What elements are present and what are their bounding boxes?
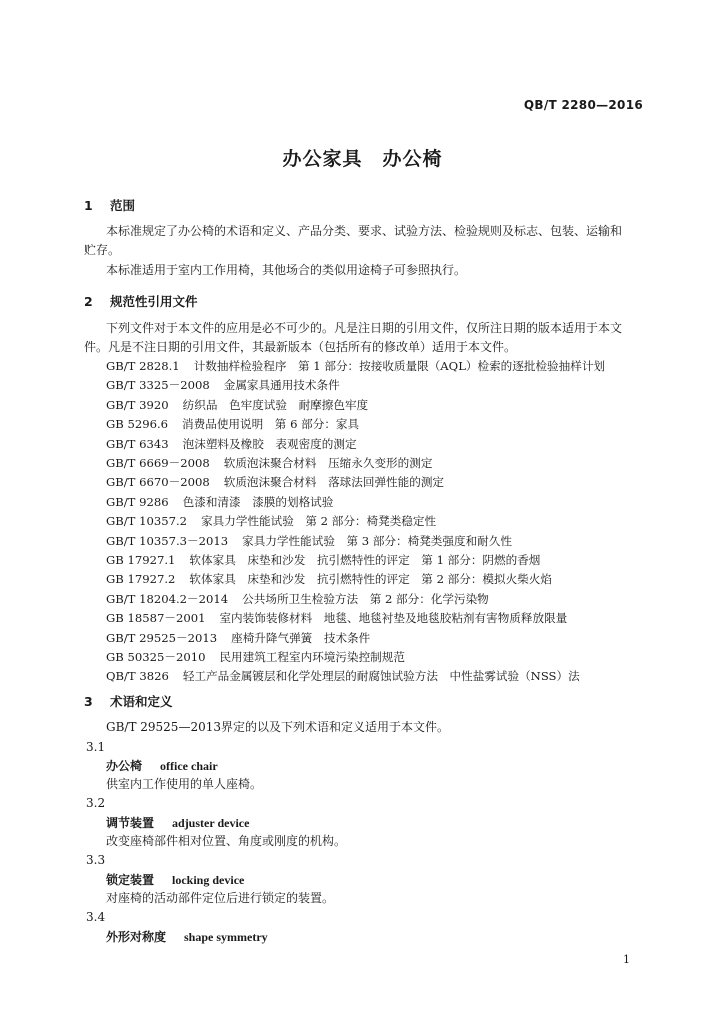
term-number: 3.2 — [86, 796, 106, 810]
reference-item — [106, 668, 580, 684]
reference-title: 泡沫塑料及橡胶 表观密度的测定 — [182, 437, 357, 451]
reference-code: QB/T 3826 — [106, 669, 169, 683]
reference-item — [106, 630, 370, 646]
reference-item — [106, 474, 444, 490]
section-number: 1 — [84, 198, 93, 213]
reference-code: GB 18587－2001 — [106, 611, 206, 625]
term-en: locking device — [172, 873, 245, 887]
reference-code: GB 50325－2010 — [106, 650, 206, 664]
reference-title: 纺织品 色牢度试验 耐摩擦色牢度 — [182, 398, 369, 412]
reference-title: 软质泡沫聚合材料 落球法回弹性能的测定 — [223, 475, 445, 489]
reference-item — [106, 610, 567, 626]
reference-title: 色漆和清漆 漆膜的划格试验 — [182, 495, 334, 509]
reference-title: 座椅升降气弹簧 技术条件 — [231, 631, 371, 645]
reference-title: 家具力学性能试验 第 2 部分：椅凳类稳定性 — [201, 514, 437, 528]
section-1-heading — [84, 196, 135, 214]
reference-item — [106, 416, 359, 432]
term-number: 3.4 — [86, 910, 106, 924]
paragraph: 本标准适用于室内工作用椅，其他场合的类似用途椅子可参照执行。 — [106, 263, 467, 277]
reference-title: 家具力学性能试验 第 3 部分：椅凳类强度和耐久性 — [242, 534, 512, 548]
term-zh: 调节装置 — [106, 816, 155, 830]
section-title: 术语和定义 — [110, 694, 173, 709]
paragraph-line: 件。凡是不注日期的引用文件，其最新版本（包括所有的修改单）适用于本文件。 — [84, 340, 517, 354]
term-number: 3.1 — [86, 740, 106, 754]
reference-code: GB/T 18204.2－2014 — [106, 592, 229, 606]
reference-item — [106, 591, 489, 607]
section-2-heading — [84, 292, 198, 310]
section-title: 规范性引用文件 — [110, 294, 198, 309]
paragraph-line: 本标准规定了办公椅的术语和定义、产品分类、要求、试验方法、检验规则及标志、包装、运输和 — [106, 224, 623, 238]
reference-code: GB/T 3920 — [106, 398, 169, 412]
reference-title: 软体家具 床垫和沙发 抗引燃特性的评定 第 1 部分：阴燃的香烟 — [189, 553, 541, 567]
term-zh: 办公椅 — [106, 759, 143, 773]
reference-code: GB/T 10357.2 — [106, 514, 188, 528]
term-heading — [106, 814, 249, 831]
reference-code: GB/T 3325－2008 — [106, 378, 210, 392]
term-zh: 锁定装置 — [106, 873, 155, 887]
term-definition: 供室内工作使用的单人座椅。 — [106, 777, 263, 791]
section-title: 范围 — [110, 198, 136, 213]
reference-title: 室内装饰装修材料 地毯、地毯衬垫及地毯胶粘剂有害物质释放限量 — [219, 611, 568, 625]
reference-item — [106, 397, 368, 413]
reference-code: GB/T 2828.1 — [106, 359, 180, 373]
term-zh: 外形对称度 — [106, 930, 167, 944]
reference-code: GB/T 6670－2008 — [106, 475, 210, 489]
reference-item — [106, 513, 436, 529]
reference-code: GB 17927.1 — [106, 553, 176, 567]
reference-item — [106, 552, 540, 568]
reference-code: GB/T 9286 — [106, 495, 169, 509]
reference-item — [106, 436, 357, 452]
reference-title: 金属家具通用技术条件 — [223, 378, 340, 392]
reference-item — [106, 377, 340, 393]
term-heading — [106, 928, 268, 945]
reference-item — [106, 494, 333, 510]
reference-title: 计数抽样检验程序 第 1 部分：按接收质量限（AQL）检索的逐批检验抽样计划 — [193, 359, 606, 373]
term-heading — [106, 757, 218, 774]
document-title: 办公家具 办公椅 — [282, 148, 443, 170]
reference-item — [106, 649, 405, 665]
reference-code: GB 5296.6 — [106, 417, 169, 431]
term-definition: 改变座椅部件相对位置、角度或刚度的机构。 — [106, 834, 347, 848]
reference-code: GB 17927.2 — [106, 572, 176, 586]
term-en: office chair — [160, 759, 218, 773]
reference-code: GB/T 29525－2013 — [106, 631, 218, 645]
section-number: 2 — [84, 294, 93, 309]
paragraph-line: 下列文件对于本文件的应用是必不可少的。凡是注日期的引用文件，仅所注日期的版本适用于本文 — [106, 321, 623, 335]
reference-title: 软质泡沫聚合材料 压缩永久变形的测定 — [223, 456, 433, 470]
term-en: shape symmetry — [184, 930, 268, 944]
paragraph: GB/T 29525—2013界定的以及下列术语和定义适用于本文件。 — [106, 720, 449, 734]
reference-item — [106, 455, 432, 471]
reference-title: 轻工产品金属镀层和化学处理层的耐腐蚀试验方法 中性盐雾试验（NSS）法 — [182, 669, 580, 683]
standard-code: QB/T 2280—2016 — [523, 98, 643, 112]
term-number: 3.3 — [86, 853, 106, 867]
reference-code: GB/T 10357.3－2013 — [106, 534, 229, 548]
reference-item — [106, 571, 552, 587]
page-number: 1 — [623, 953, 630, 966]
term-en: adjuster device — [172, 816, 250, 830]
reference-title: 消费品使用说明 第 6 部分：家具 — [182, 417, 360, 431]
term-heading — [106, 871, 244, 888]
section-number: 3 — [84, 694, 93, 709]
term-definition: 对座椅的活动部件定位后进行锁定的装置。 — [106, 891, 335, 905]
paragraph-line: 贮存。 — [84, 243, 121, 257]
reference-title: 民用建筑工程室内环境污染控制规范 — [219, 650, 405, 664]
reference-title: 公共场所卫生检验方法 第 2 部分：化学污染物 — [242, 592, 489, 606]
reference-code: GB/T 6669－2008 — [106, 456, 210, 470]
reference-item — [106, 358, 605, 374]
section-3-heading — [84, 692, 173, 710]
reference-item — [106, 533, 512, 549]
reference-title: 软体家具 床垫和沙发 抗引燃特性的评定 第 2 部分：模拟火柴火焰 — [189, 572, 552, 586]
reference-code: GB/T 6343 — [106, 437, 169, 451]
